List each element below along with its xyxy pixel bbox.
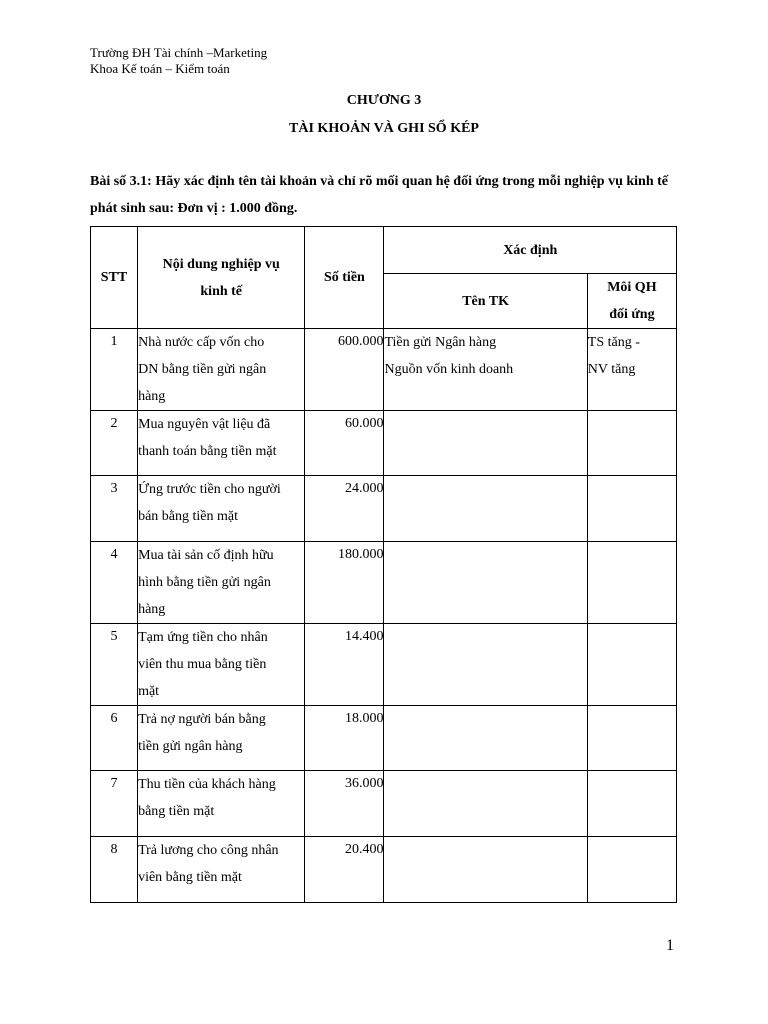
content-line: thanh toán bằng tiền mặt — [138, 444, 277, 459]
cell-content — [138, 706, 305, 771]
cell-stt: 1 — [91, 329, 138, 411]
cell-relation — [587, 476, 676, 542]
cell-account-name — [384, 542, 587, 624]
cell-content — [138, 476, 305, 542]
exercise-label: Bài số 3.1: — [90, 174, 152, 189]
content-line: Mua nguyên vật liệu đã — [138, 417, 271, 432]
cell-relation — [587, 706, 676, 771]
table-row — [91, 542, 677, 624]
header-determine: Xác định — [384, 227, 677, 274]
cell-amount: 20.400 — [305, 837, 384, 903]
header-relation-line1: Môi QH — [607, 280, 657, 295]
header-content-line2: kinh tế — [200, 283, 243, 299]
chapter-number: CHƯƠNG 3 — [346, 93, 422, 108]
cell-content — [138, 411, 305, 476]
cell-content — [138, 771, 305, 837]
header-relation — [587, 274, 676, 329]
cell-stt: 5 — [91, 624, 138, 706]
page-number: 1 — [666, 937, 674, 954]
cell-account-name — [384, 329, 587, 411]
header-amount: Số tiền — [305, 227, 384, 329]
cell-relation — [587, 542, 676, 624]
cell-account-name — [384, 706, 587, 771]
table-row — [91, 329, 677, 411]
content-line: bằng tiền mặt — [138, 804, 215, 819]
content-line: tiền gửi ngân hàng — [138, 739, 243, 754]
cell-stt: 3 — [91, 476, 138, 542]
cell-content — [138, 624, 305, 706]
content-line: bán bằng tiền mặt — [138, 509, 238, 524]
content-line: mặt — [138, 684, 160, 699]
relation-line: TS tăng - — [587, 335, 640, 350]
cell-stt: 8 — [91, 837, 138, 903]
table-row — [91, 706, 677, 771]
cell-relation — [587, 411, 676, 476]
cell-stt: 4 — [91, 542, 138, 624]
content-line: viên bằng tiền mặt — [138, 870, 242, 885]
account-line: Nguồn vốn kinh doanh — [384, 362, 514, 377]
cell-relation — [587, 771, 676, 837]
cell-amount: 36.000 — [305, 771, 384, 837]
table-row — [91, 837, 677, 903]
content-line: Tạm ứng tiền cho nhân — [138, 630, 268, 645]
cell-account-name — [384, 771, 587, 837]
cell-amount: 60.000 — [305, 411, 384, 476]
cell-amount: 18.000 — [305, 706, 384, 771]
header-content — [138, 227, 305, 329]
cell-amount: 14.400 — [305, 624, 384, 706]
cell-content — [138, 542, 305, 624]
header-stt: STT — [91, 227, 138, 329]
header-relation-line2: đối ứng — [609, 307, 655, 322]
cell-amount: 24.000 — [305, 476, 384, 542]
cell-content — [138, 837, 305, 903]
cell-relation — [587, 329, 676, 411]
table-row — [91, 771, 677, 837]
school-name: Trường ĐH Tài chính –Marketing — [90, 45, 268, 60]
content-line: hàng — [138, 389, 166, 404]
relation-line: NV tăng — [587, 362, 636, 377]
cell-content — [138, 329, 305, 411]
cell-stt: 2 — [91, 411, 138, 476]
content-line: Ứng trước tiền cho người — [138, 482, 281, 497]
table-row — [91, 476, 677, 542]
content-line: Trả lương cho công nhân — [138, 843, 279, 858]
account-line: Tiền gửi Ngân hàng — [384, 335, 497, 350]
content-line: Thu tiền của khách hàng — [138, 777, 276, 792]
cell-account-name — [384, 837, 587, 903]
faculty-name: Khoa Kế toán – Kiểm toán — [90, 61, 230, 76]
cell-account-name — [384, 624, 587, 706]
transactions-table — [90, 226, 677, 903]
content-line: DN bằng tiền gửi ngân — [138, 362, 267, 377]
content-line: hình bằng tiền gửi ngân — [138, 575, 271, 590]
cell-stt: 6 — [91, 706, 138, 771]
chapter-title: TÀI KHOẢN VÀ GHI SỔ KÉP — [289, 121, 479, 136]
exercise-text: Hãy xác định tên tài khoản và chỉ rõ mối quan hệ đối ứng trong mỗi nghiệp vụ kinh tế phát sinh sau: Đơn vị : 1.000 đồng. — [90, 174, 668, 216]
cell-amount: 180.000 — [305, 542, 384, 624]
cell-account-name — [384, 476, 587, 542]
exercise-statement — [90, 168, 680, 222]
content-line: viên thu mua bằng tiền — [138, 657, 267, 672]
content-line: Mua tài sản cố định hữu — [138, 548, 274, 563]
header-content-line1: Nội dung nghiệp vụ — [162, 256, 280, 272]
cell-relation — [587, 837, 676, 903]
table-row — [91, 624, 677, 706]
header-account-name: Tên TK — [384, 274, 587, 329]
cell-amount: 600.000 — [305, 329, 384, 411]
cell-stt: 7 — [91, 771, 138, 837]
content-line: Nhà nước cấp vốn cho — [138, 335, 265, 350]
cell-account-name — [384, 411, 587, 476]
content-line: Trả nợ người bán bằng — [138, 712, 266, 727]
content-line: hàng — [138, 602, 166, 617]
cell-relation — [587, 624, 676, 706]
table-row — [91, 411, 677, 476]
